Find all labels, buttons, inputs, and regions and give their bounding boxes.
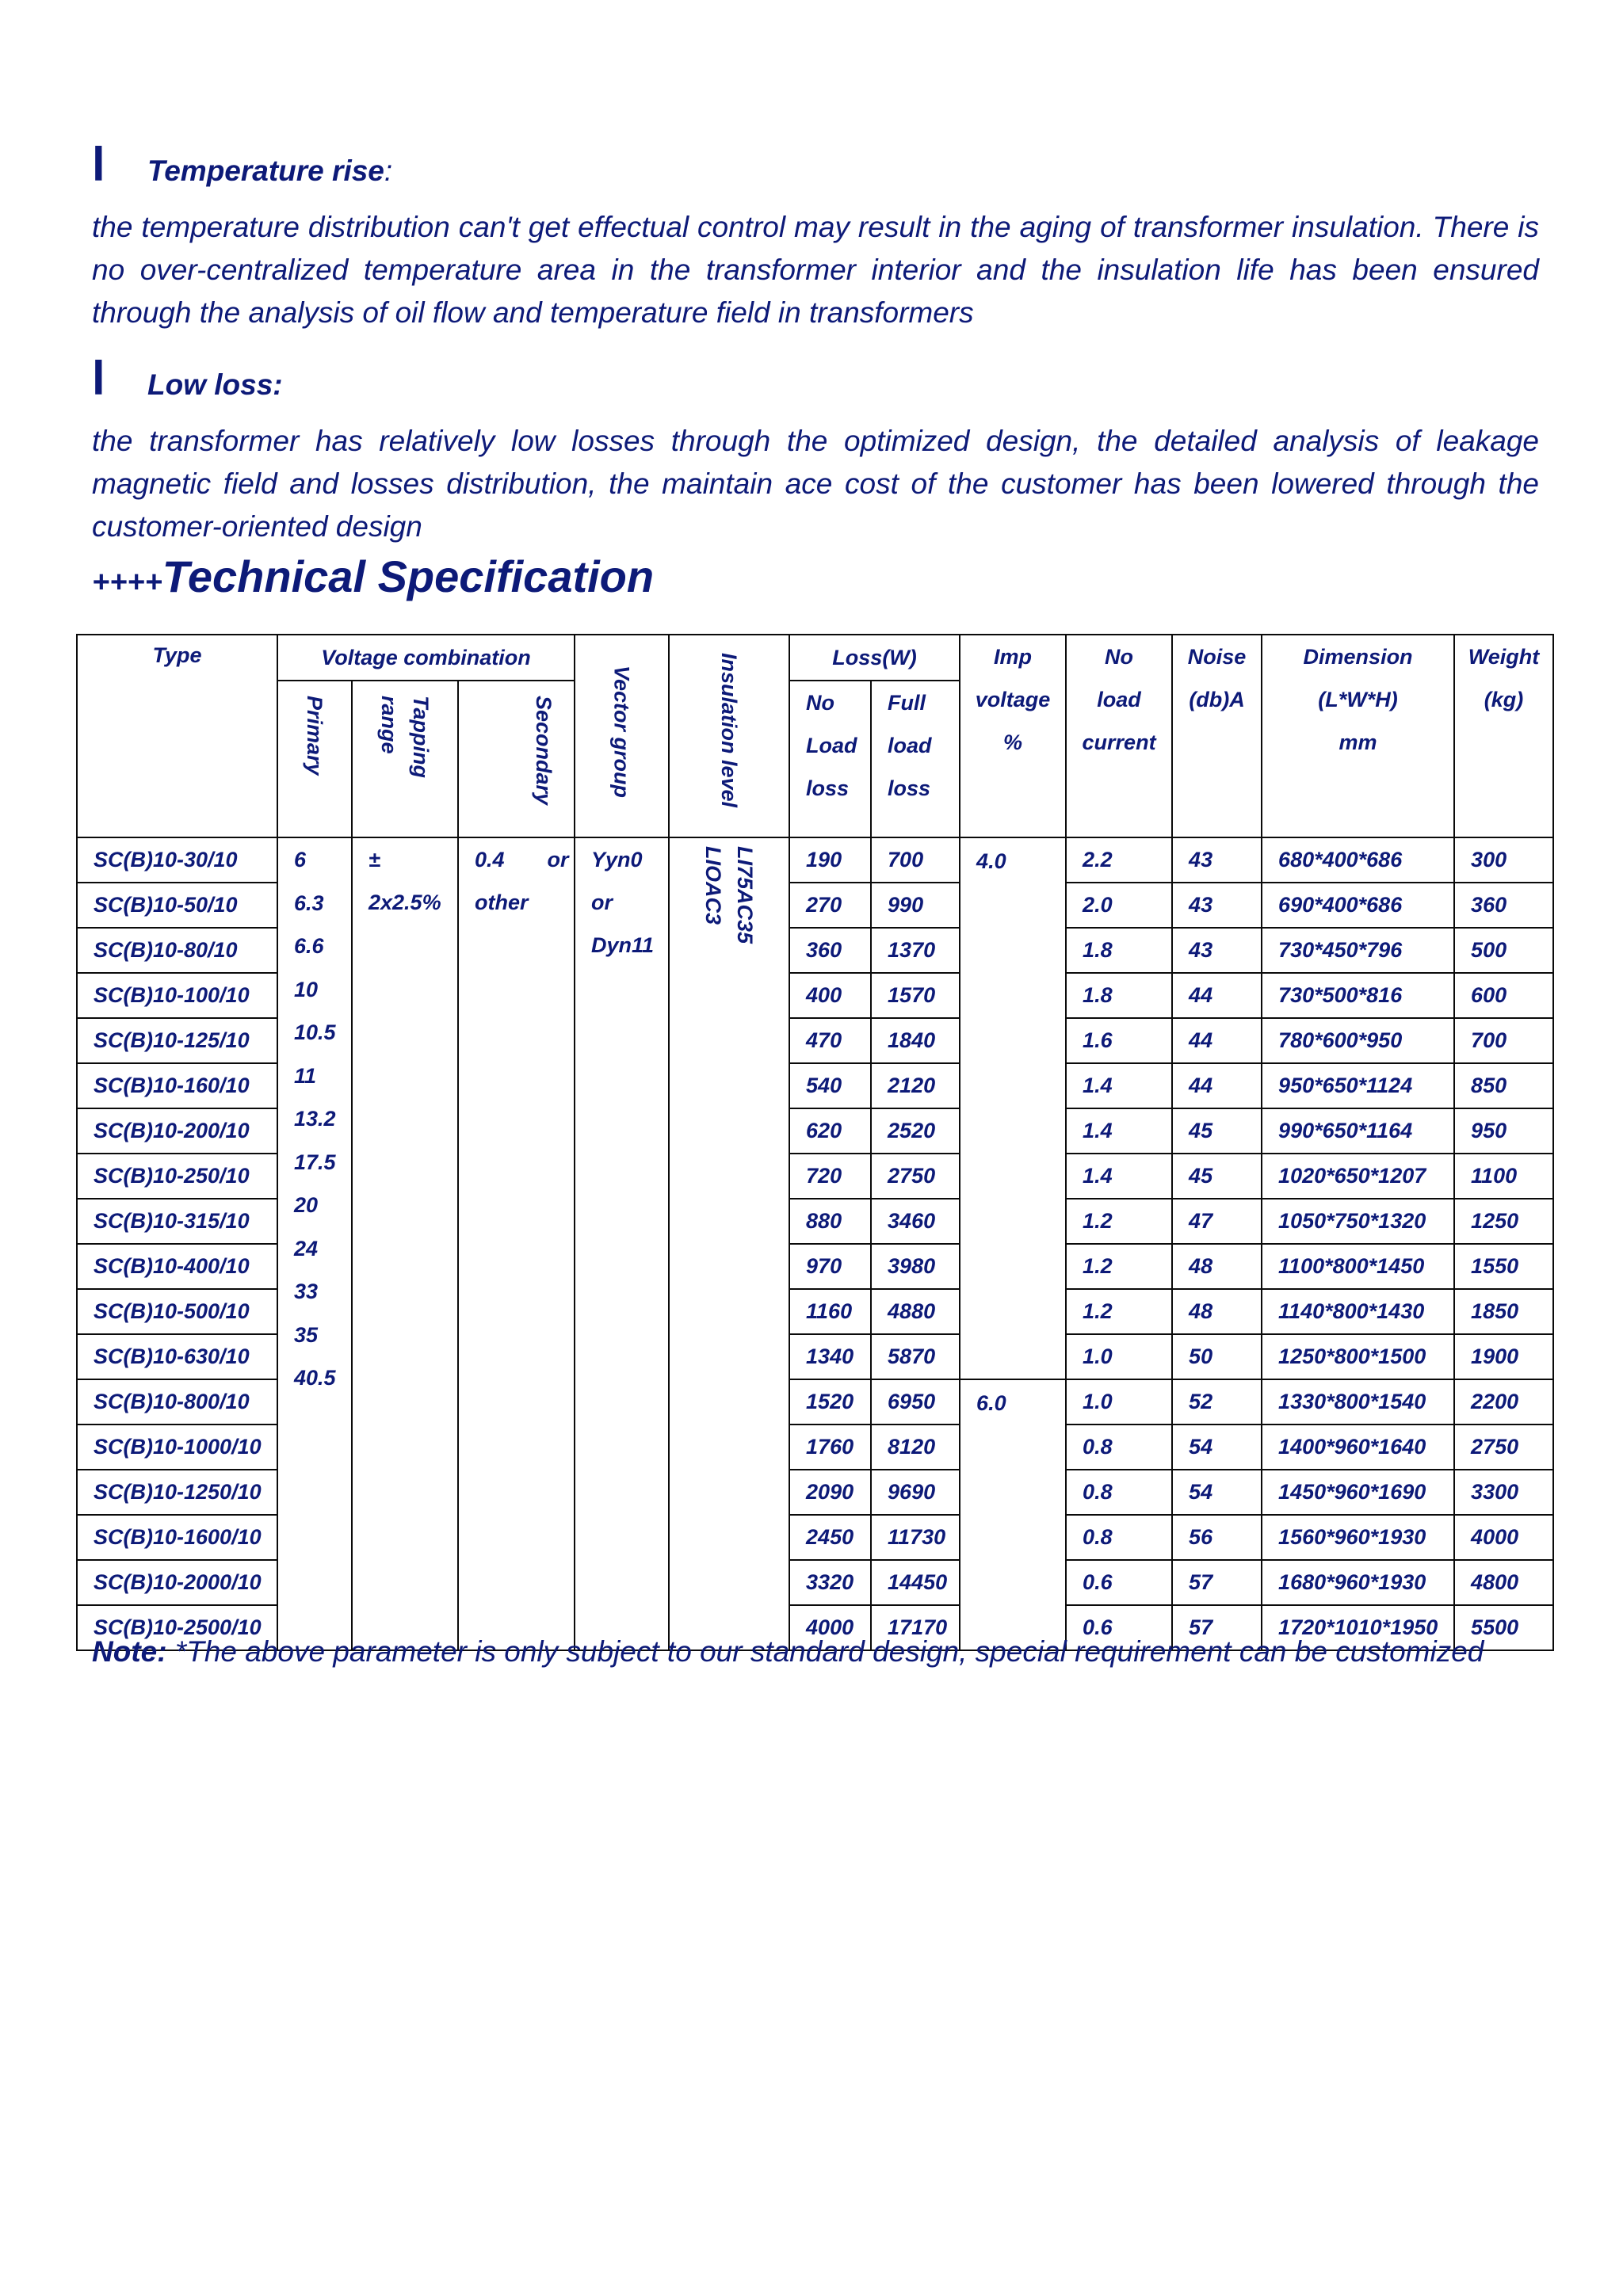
section-title: Temperature rise: — [147, 154, 393, 187]
cell-dimension: 1680*960*1930 — [1262, 1560, 1454, 1605]
cell-full-load-loss: 3460 — [871, 1199, 960, 1244]
header-imp-voltage — [960, 635, 1066, 837]
line-item: Full — [888, 691, 926, 715]
cell-noise: 44 — [1172, 1063, 1262, 1108]
header-no-load-current — [1066, 635, 1172, 837]
header-vector-group: Vector group — [575, 635, 669, 837]
cell-noise: 45 — [1172, 1154, 1262, 1199]
cell-dimension: 1140*800*1430 — [1262, 1289, 1454, 1334]
cell-full-load-loss: 3980 — [871, 1244, 960, 1289]
cell-no-load-loss: 1520 — [789, 1379, 871, 1425]
cell-weight: 4000 — [1454, 1515, 1553, 1560]
cell-no-load-current: 2.2 — [1066, 837, 1172, 883]
cell-type: SC(B)10-100/10 — [77, 973, 277, 1018]
header-weight — [1454, 635, 1553, 837]
line-item: No — [806, 691, 835, 715]
cell-no-load-loss: 970 — [789, 1244, 871, 1289]
cell-full-load-loss: 1370 — [871, 928, 960, 973]
cell-no-load-current: 0.6 — [1066, 1605, 1172, 1650]
line-item: (L*W*H) — [1318, 688, 1398, 711]
cell-dimension: 1020*650*1207 — [1262, 1154, 1454, 1199]
cell-noise: 56 — [1172, 1515, 1262, 1560]
cell-full-load-loss: 1570 — [871, 973, 960, 1018]
cell-dimension: 1100*800*1450 — [1262, 1244, 1454, 1289]
line-item: 6 — [294, 848, 307, 871]
cell-no-load-loss: 1340 — [789, 1334, 871, 1379]
stacked-lines — [591, 838, 668, 967]
line-item: Dyn11 — [591, 933, 655, 957]
footnote: Note: *The above parameter is only subject to our standard design, special requirement can be customized — [92, 1635, 1484, 1668]
line-item: loss — [888, 776, 931, 800]
cell-type: SC(B)10-800/10 — [77, 1379, 277, 1425]
cell-imp-voltage: 4.0 — [960, 837, 1066, 1379]
cell-no-load-loss: 4000 — [789, 1605, 871, 1650]
line-item: 35 — [294, 1322, 319, 1347]
header-insulation-level: Insulation level — [669, 635, 789, 837]
cell-weight: 3300 — [1454, 1470, 1553, 1515]
cell-no-load-loss: 1760 — [789, 1425, 871, 1470]
header-no-load-loss — [789, 681, 871, 837]
cell-weight: 5500 — [1454, 1605, 1553, 1650]
cell-full-load-loss: 4880 — [871, 1289, 960, 1334]
line-item: % — [1003, 730, 1023, 754]
cell-weight: 700 — [1454, 1018, 1553, 1063]
cell-full-load-loss: 2750 — [871, 1154, 960, 1199]
cell-noise: 57 — [1172, 1605, 1262, 1650]
cell-full-load-loss: 17170 — [871, 1605, 960, 1650]
cell-weight: 500 — [1454, 928, 1553, 973]
cell-weight: 2750 — [1454, 1425, 1553, 1470]
cell-no-load-current: 0.8 — [1066, 1470, 1172, 1515]
cell-secondary — [458, 837, 575, 1650]
stacked-lines — [1262, 635, 1453, 764]
cell-noise: 45 — [1172, 1108, 1262, 1154]
cell-insulation-level: LI75AC35 LIOAC3 — [669, 837, 789, 1650]
cell-no-load-current: 1.4 — [1066, 1063, 1172, 1108]
cell-type: SC(B)10-2000/10 — [77, 1560, 277, 1605]
cell-no-load-current: 1.0 — [1066, 1379, 1172, 1425]
cell-full-load-loss: 990 — [871, 883, 960, 928]
line-item: 17.5 — [294, 1150, 336, 1174]
cell-dimension: 1450*960*1690 — [1262, 1470, 1454, 1515]
stacked-lines — [888, 681, 959, 810]
line-item: Load — [806, 734, 857, 757]
header-loss: Loss(W) — [789, 635, 960, 681]
cell-noise: 57 — [1172, 1560, 1262, 1605]
cell-no-load-current: 1.6 — [1066, 1018, 1172, 1063]
cell-dimension: 730*450*796 — [1262, 928, 1454, 973]
line-item: 6.6 — [294, 934, 324, 958]
cell-full-load-loss: 14450 — [871, 1560, 960, 1605]
cell-no-load-loss: 270 — [789, 883, 871, 928]
cell-no-load-loss: 1160 — [789, 1289, 871, 1334]
cell-weight: 1100 — [1454, 1154, 1553, 1199]
line-item: load — [1097, 688, 1141, 711]
cell-dimension: 1720*1010*1950 — [1262, 1605, 1454, 1650]
cell-full-load-loss: 11730 — [871, 1515, 960, 1560]
header-dimension — [1262, 635, 1454, 837]
cell-full-load-loss: 8120 — [871, 1425, 960, 1470]
cell-weight: 2200 — [1454, 1379, 1553, 1425]
cell-full-load-loss: 5870 — [871, 1334, 960, 1379]
line-item: 2x2.5% — [369, 891, 441, 914]
line-item: 6.3 — [294, 891, 324, 915]
cell-no-load-loss: 190 — [789, 837, 871, 883]
cell-no-load-loss: 2450 — [789, 1515, 871, 1560]
header-noise — [1172, 635, 1262, 837]
cell-no-load-current: 2.0 — [1066, 883, 1172, 928]
cell-full-load-loss: 6950 — [871, 1379, 960, 1425]
cell-no-load-loss: 470 — [789, 1018, 871, 1063]
cell-no-load-loss: 360 — [789, 928, 871, 973]
bullet-marker: l — [92, 138, 105, 191]
cell-weight: 360 — [1454, 883, 1553, 928]
cell-dimension: 780*600*950 — [1262, 1018, 1454, 1063]
cell-type: SC(B)10-200/10 — [77, 1108, 277, 1154]
cell-type: SC(B)10-30/10 — [77, 837, 277, 883]
cell-type: SC(B)10-1250/10 — [77, 1470, 277, 1515]
cell-type: SC(B)10-250/10 — [77, 1154, 277, 1199]
cell-noise: 52 — [1172, 1379, 1262, 1425]
line-item: 40.5 — [294, 1366, 336, 1390]
cell-noise: 54 — [1172, 1470, 1262, 1515]
line-item: (kg) — [1484, 688, 1524, 711]
line-item: 10.5 — [294, 1020, 336, 1044]
line-item: 24 — [294, 1236, 319, 1261]
header-voltage-combination: Voltage combination — [277, 635, 575, 681]
stacked-lines — [806, 681, 870, 810]
bullet-marker: l — [92, 352, 105, 405]
cell-type: SC(B)10-80/10 — [77, 928, 277, 973]
cell-no-load-current: 1.4 — [1066, 1108, 1172, 1154]
cell-type: SC(B)10-2500/10 — [77, 1605, 277, 1650]
cell-noise: 48 — [1172, 1289, 1262, 1334]
cell-noise: 44 — [1172, 973, 1262, 1018]
cell-no-load-current: 1.2 — [1066, 1244, 1172, 1289]
header-secondary: Secondary — [458, 681, 575, 837]
cell-weight: 600 — [1454, 973, 1553, 1018]
cell-imp-voltage: 6.0 — [960, 1379, 1066, 1650]
line-item: 11 — [294, 1063, 317, 1088]
cell-type: SC(B)10-315/10 — [77, 1199, 277, 1244]
cell-dimension: 1560*960*1930 — [1262, 1515, 1454, 1560]
cell-weight: 1250 — [1454, 1199, 1553, 1244]
line-item: ± — [369, 848, 380, 871]
stacked-lines — [294, 838, 351, 1400]
header-type: Type — [77, 635, 277, 837]
cell-dimension: 680*400*686 — [1262, 837, 1454, 883]
section-heading-temperature — [92, 138, 393, 191]
cell-type: SC(B)10-50/10 — [77, 883, 277, 928]
cell-dimension: 1250*800*1500 — [1262, 1334, 1454, 1379]
cell-no-load-current: 0.8 — [1066, 1515, 1172, 1560]
cell-type: SC(B)10-125/10 — [77, 1018, 277, 1063]
header-tapping-range: Tapping range — [352, 681, 458, 837]
line-item: load — [888, 734, 932, 757]
cell-weight: 1900 — [1454, 1334, 1553, 1379]
cell-no-load-current: 1.4 — [1066, 1154, 1172, 1199]
cell-noise: 48 — [1172, 1244, 1262, 1289]
line-item: 0.4 or — [475, 848, 569, 871]
cell-no-load-current: 1.0 — [1066, 1334, 1172, 1379]
line-item: loss — [806, 776, 850, 800]
cell-no-load-loss: 3320 — [789, 1560, 871, 1605]
line-item: current — [1082, 730, 1156, 754]
stacked-lines — [369, 838, 457, 924]
cell-no-load-loss: 540 — [789, 1063, 871, 1108]
cell-type: SC(B)10-160/10 — [77, 1063, 277, 1108]
stacked-lines — [960, 635, 1065, 764]
line-item: Yyn0 — [591, 848, 643, 871]
table-row — [77, 837, 1553, 883]
cell-noise: 43 — [1172, 928, 1262, 973]
header-primary: Primary — [277, 681, 352, 837]
line-item: Noise — [1187, 645, 1247, 669]
line-item: 20 — [294, 1193, 319, 1217]
spec-heading: ++++Technical Specification — [92, 551, 655, 601]
cell-type: SC(B)10-400/10 — [77, 1244, 277, 1289]
cell-type: SC(B)10-630/10 — [77, 1334, 277, 1379]
header-full-load-loss — [871, 681, 960, 837]
cell-primary — [277, 837, 352, 1650]
line-item: No — [1105, 645, 1134, 669]
cell-weight: 950 — [1454, 1108, 1553, 1154]
cell-full-load-loss: 1840 — [871, 1018, 960, 1063]
line-item: (db)A — [1189, 688, 1245, 711]
cell-no-load-current: 1.2 — [1066, 1199, 1172, 1244]
cell-noise: 44 — [1172, 1018, 1262, 1063]
section-paragraph-temperature: the temperature distribution can't get effectual control may result in the aging of transformer insulation. There is no over-centralized temperature area in the transformer interior and the insulation life has been ensured through the analysis of oil flow and temperature field in transformers — [92, 211, 1539, 329]
cell-type: SC(B)10-500/10 — [77, 1289, 277, 1334]
stacked-lines — [1067, 635, 1171, 764]
stacked-lines — [475, 838, 574, 924]
cell-dimension: 990*650*1164 — [1262, 1108, 1454, 1154]
cell-dimension: 1050*750*1320 — [1262, 1199, 1454, 1244]
cell-noise: 47 — [1172, 1199, 1262, 1244]
cell-no-load-current: 1.8 — [1066, 973, 1172, 1018]
cell-type: SC(B)10-1000/10 — [77, 1425, 277, 1470]
cell-tapping-range — [352, 837, 458, 1650]
cell-dimension: 690*400*686 — [1262, 883, 1454, 928]
cell-noise: 50 — [1172, 1334, 1262, 1379]
section-title: Low loss: — [147, 368, 283, 401]
line-item: other — [475, 891, 529, 914]
cell-weight: 1850 — [1454, 1289, 1553, 1334]
line-item: Dimension — [1303, 645, 1413, 669]
cell-full-load-loss: 2120 — [871, 1063, 960, 1108]
spec-table — [76, 634, 1554, 1651]
cell-vector-group — [575, 837, 669, 1650]
cell-weight: 1550 — [1454, 1244, 1553, 1289]
line-item: 10 — [294, 977, 319, 1001]
cell-dimension: 730*500*816 — [1262, 973, 1454, 1018]
stacked-lines — [1173, 635, 1261, 721]
stacked-lines — [1455, 635, 1552, 721]
cell-no-load-current: 1.2 — [1066, 1289, 1172, 1334]
cell-no-load-loss: 400 — [789, 973, 871, 1018]
cell-no-load-loss: 720 — [789, 1154, 871, 1199]
cell-no-load-current: 1.8 — [1066, 928, 1172, 973]
line-item: mm — [1338, 730, 1377, 754]
cell-full-load-loss: 700 — [871, 837, 960, 883]
cell-noise: 43 — [1172, 883, 1262, 928]
cell-no-load-loss: 620 — [789, 1108, 871, 1154]
cell-weight: 4800 — [1454, 1560, 1553, 1605]
cell-noise: 43 — [1172, 837, 1262, 883]
cell-weight: 300 — [1454, 837, 1553, 883]
line-item: 33 — [294, 1280, 319, 1303]
line-item: or — [591, 891, 613, 914]
cell-dimension: 1330*800*1540 — [1262, 1379, 1454, 1425]
line-item: 13.2 — [294, 1107, 336, 1131]
line-item: voltage — [975, 688, 1051, 711]
cell-dimension: 950*650*1124 — [1262, 1063, 1454, 1108]
cell-no-load-current: 0.8 — [1066, 1425, 1172, 1470]
section-heading-low-loss — [92, 352, 283, 405]
cell-full-load-loss: 9690 — [871, 1470, 960, 1515]
cell-dimension: 1400*960*1640 — [1262, 1425, 1454, 1470]
line-item: Weight — [1468, 645, 1540, 669]
cell-noise: 54 — [1172, 1425, 1262, 1470]
cell-no-load-loss: 2090 — [789, 1470, 871, 1515]
line-item: Imp — [994, 645, 1033, 669]
cell-weight: 850 — [1454, 1063, 1553, 1108]
cell-no-load-current: 0.6 — [1066, 1560, 1172, 1605]
cell-type: SC(B)10-1600/10 — [77, 1515, 277, 1560]
section-paragraph-low-loss: the transformer has relatively low losses through the optimized design, the detailed analysis of leakage magnetic field and losses distribution, the maintain ace cost of the customer has been lowered through the customer-oriented design — [92, 425, 1539, 543]
cell-no-load-loss: 880 — [789, 1199, 871, 1244]
cell-full-load-loss: 2520 — [871, 1108, 960, 1154]
